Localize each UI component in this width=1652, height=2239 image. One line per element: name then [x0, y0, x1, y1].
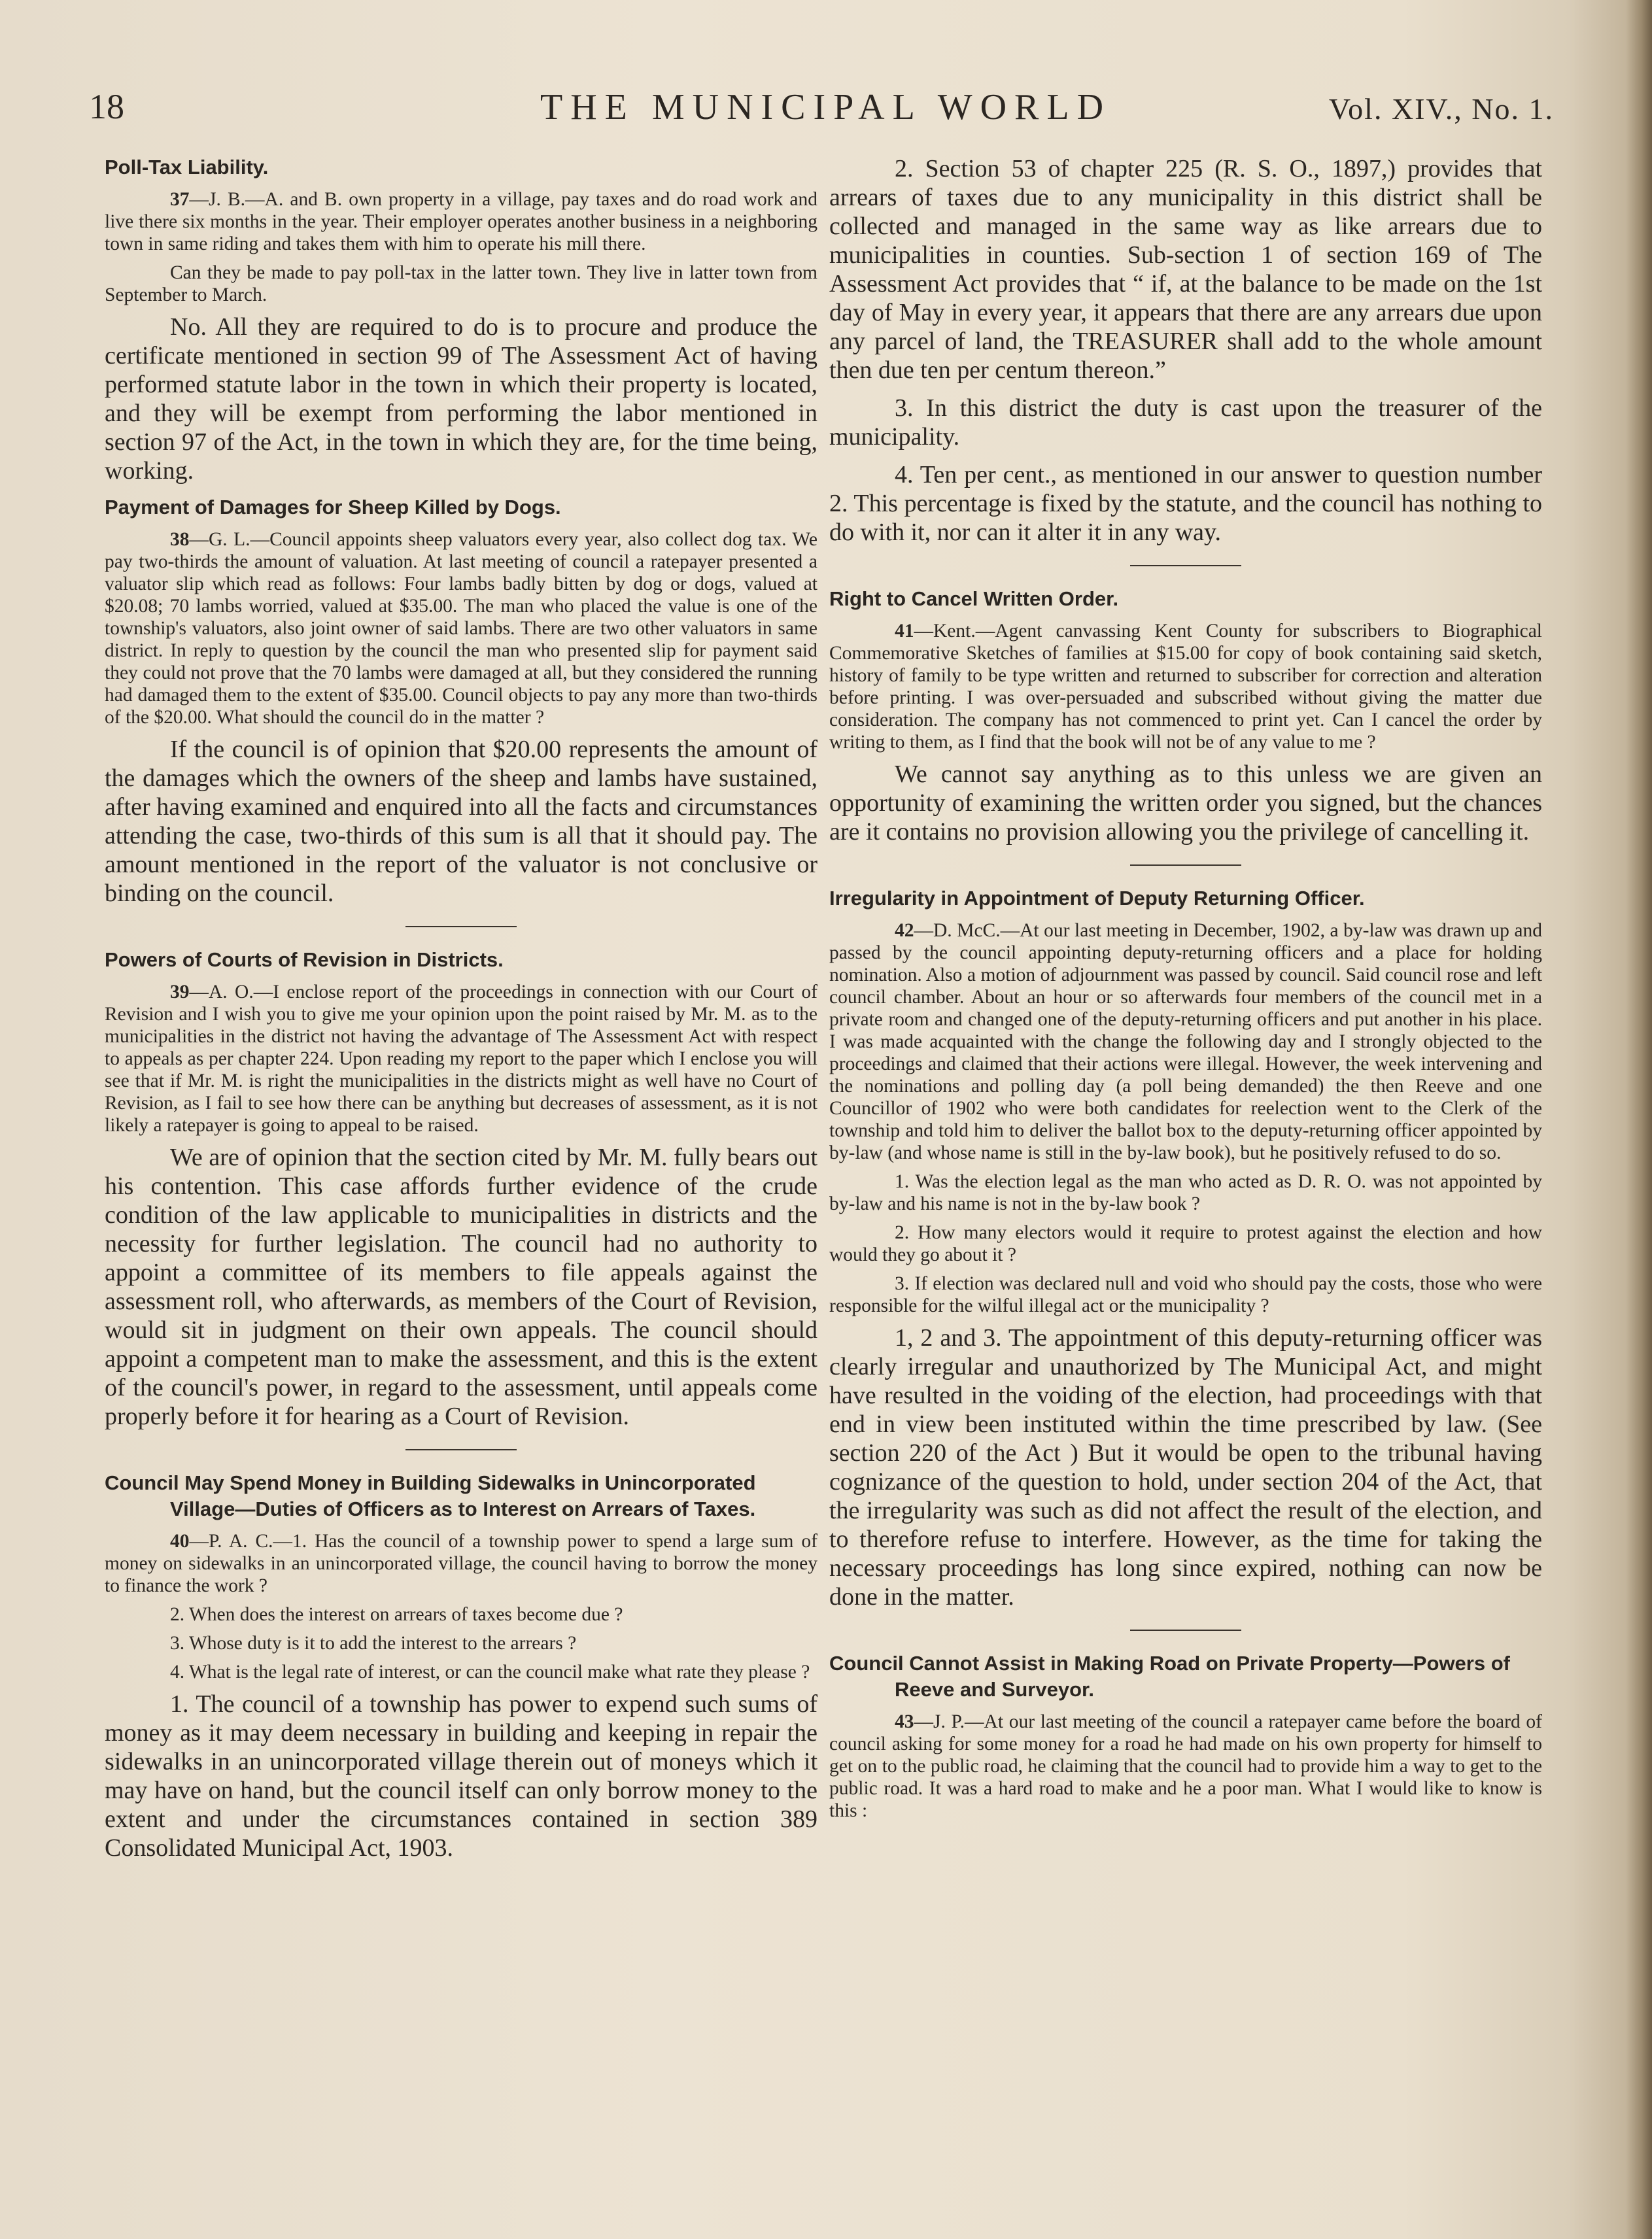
section-heading: Council May Spend Money in Building Sidewalks in Unincorporated Village—Duties of Officers as to Interest on Arrears of Taxes.	[105, 1471, 756, 1520]
section-heading: Right to Cancel Written Order.	[829, 587, 1119, 610]
question-text: 38—G. L.—Council appoints sheep valuators every year, also collect dog tax. We pay two-thirds the amount of valuation. At last meeting of council a ratepayer presented a valuator slip which read as follows: Four lambs badly bitten by dog or dogs, valued at $20.08; 70 lambs worried, valued at $35.00. The man who placed the value is one of the township's valuators, also joint owner of said lambs. There are two other valuators in same district. In reply to question by the council the man who presented slip for payment said they could not prove that the 70 lambs were damaged at all, but they considered the running had damaged them to the extent of $35.00. Council objects to pay any more than two-thirds of the $20.00. What should the council do in the matter ?	[105, 529, 817, 728]
section-heading: Poll-Tax Liability.	[105, 156, 269, 179]
answer-text: 1. The council of a township has power to expend such sums of money as it may deem necessary in building and keeping in repair the sidewalks in an unincorporated village therein out of moneys which it may have on hand, but the council itself can only borrow money to the extent and under the circumstances contained in section 389 Consolidated Municipal Act, 1903.	[105, 1690, 817, 1862]
answer-text: We cannot say anything as to this unless we are given an opportunity of examining the written order you signed, but the chances are it contains no provision allowing you the privilege of cancelling it.	[829, 761, 1542, 846]
journal-title: THE MUNICIPAL WORLD	[540, 87, 1112, 128]
running-header	[89, 86, 1554, 132]
question-text: 3. Whose duty is it to add the interest to the arrears ?	[170, 1633, 577, 1654]
left-column	[105, 154, 817, 1872]
volume-number: Vol. XIV., No. 1.	[1328, 92, 1554, 126]
question-number: 39	[170, 982, 190, 1002]
page-edge-shadow	[1626, 0, 1652, 2239]
question-text: 2. When does the interest on arrears of taxes become due ?	[170, 1604, 623, 1625]
question-text: 41—Kent.—Agent canvassing Kent County for subscribers to Biographical Commemorative Sketches of families at $15.00 for copy of book containing said sketch, history of family to be type written and returned to subscriber for correction and alteration before printing. I was over-persuaded and subscribed without giving the matter due consideration. The company has not commenced to print yet. Can I cancel the order by writing to them, as I find that the book will not be of any value to me ?	[829, 621, 1542, 753]
section-divider	[1130, 565, 1241, 566]
section-divider	[405, 1449, 517, 1450]
question-text: 39—A. O.—I enclose report of the proceedings in connection with our Court of Revision and I wish you to give me your opinion upon the point raised by Mr. M. as to the municipalities in the district not having the advantage of The Assessment Act with respect to appeals as per chapter 224. Upon reading my report to the paper which I enclose you will see that if Mr. M. is right the municipalities in the districts might as well have no Court of Revision, as I fail to see how there can be anything but decreases of assessment, as it is not likely a ratepayer is going to appeal to be raised.	[105, 982, 817, 1136]
section-divider	[1130, 1630, 1241, 1631]
question-number: 38	[170, 529, 190, 550]
section-heading: Powers of Courts of Revision in Districts.	[105, 948, 504, 971]
answer-text: 3. In this district the duty is cast upon the treasurer of the municipality.	[829, 394, 1542, 451]
page-number: 18	[89, 87, 124, 126]
question-text: 43—J. P.—At our last meeting of the council a ratepayer came before the board of council asking for some money for a road he had made on his own property for himself to get on to the public road, he claiming that the council had to provide him a way to get to the public road. It was a hard road to make and he a poor man. What I would like to know is this :	[829, 1711, 1542, 1821]
section-heading: Irregularity in Appointment of Deputy Returning Officer.	[829, 887, 1365, 910]
question-number: 41	[895, 621, 914, 641]
question-number: 40	[170, 1531, 190, 1552]
answer-text: No. All they are required to do is to procure and produce the certificate mentioned in section 99 of The Assessment Act of having performed statute labor in the town in which their property is located, and they will be exempt from performing the labor mentioned in section 97 of the Act, in the town in which they are, for the time being, working.	[105, 313, 817, 485]
section-divider	[405, 926, 517, 927]
answer-text: If the council is of opinion that $20.00 represents the amount of the damages which the owners of the sheep and lambs have sustained, after having examined and enquired into all the facts and circumstances attending the case, two-thirds of this sum is all that it should pay. The amount mentioned in the report of the valuator is not conclusive or binding on the council.	[105, 736, 817, 907]
question-number: 42	[895, 920, 914, 941]
question-number: 43	[895, 1711, 914, 1732]
answer-text: 2. Section 53 of chapter 225 (R. S. O., 1897,) provides that arrears of taxes due to any municipality in this district shall be collected and managed in the same way as like arrears due to municipalities in counties. Sub-section 1 of section 169 of The Assessment Act provides that “ if, at the balance to be made on the 1st day of May in every year, it appears that there are any arrears due upon any parcel of land, the TREASURER shall add to the whole amount then due ten per centum thereon.”	[829, 155, 1542, 384]
question-text: 4. What is the legal rate of interest, or can the council make what rate they please ?	[170, 1662, 810, 1683]
answer-text: 1, 2 and 3. The appointment of this deputy-returning officer was clearly irregular and unauthorized by The Municipal Act, and might have resulted in the voiding of the election, had proceedings with that end in view been instituted within the time prescribed by law. (See section 220 of the Act ) But it would be open to the tribunal having cognizance of the question to hold, under section 204 of the Act, that the irregularity was such as did not affect the result of the election, and to therefore refuse to interfere. However, as the time for taking the necessary proceedings has long since expired, nothing can now be done in the matter.	[829, 1324, 1542, 1611]
right-column	[829, 154, 1542, 1828]
question-text: 1. Was the election legal as the man who acted as D. R. O. was not appointed by by-law and his name is not in the by-law book ?	[829, 1171, 1542, 1214]
question-text: 37—J. B.—A. and B. own property in a village, pay taxes and do road work and live there six months in the year. Their employer operates another business in a neighboring town in same riding and takes them with him to operate his mill there.	[105, 189, 817, 254]
section-heading: Payment of Damages for Sheep Killed by Dogs.	[105, 496, 561, 519]
section-divider	[1130, 864, 1241, 866]
question-text: 2. How many electors would it require to protest against the election and how would they go about it ?	[829, 1222, 1542, 1265]
answer-text: We are of opinion that the section cited by Mr. M. fully bears out his contention. This case affords further evidence of the crude condition of the law applicable to municipalities in districts and the necessity for further legislation. The council had no authority to appoint a committee of its members to file appeals against the assessment roll, who afterwards, as members of the Court of Revision, would sit in judgment on their own appeals. The council should appoint a competent man to make the assessment, and this is the extent of the council's power, in regard to the assessment, until appeals come properly before it for hearing as a Court of Revision.	[105, 1144, 817, 1430]
question-text: Can they be made to pay poll-tax in the latter town. They live in latter town from September to March.	[105, 262, 817, 305]
question-text: 40—P. A. C.—1. Has the council of a township power to spend a large sum of money on sidewalks in an unincorporated village, the council having to borrow the money to finance the work ?	[105, 1531, 817, 1596]
section-heading: Council Cannot Assist in Making Road on Private Property—Powers of Reeve and Surveyor.	[829, 1652, 1510, 1701]
question-number: 37	[170, 189, 190, 210]
question-text: 42—D. McC.—At our last meeting in December, 1902, a by-law was drawn up and passed by the council appointing deputy-returning officers and a place for holding nomination. Also a motion of adjournment was passed by council. Said council rose and left council chamber. About an hour or so afterwards four members of the council met in a private room and changed one of the deputy-returning officers and put another in his place. I was made acquainted with the change the following day and I strongly objected to the proceedings and claimed that their actions were illegal. However, the week intervening and the nominations and polling day (a poll being demanded) the then Reeve and one Councillor of 1902 who were both candidates for reelection went to the Clerk of the township and told him to deliver the ballot box to the deputy-returning officer appointed by by-law (and whose name is still in the by-law book), but he positively refused to do so.	[829, 920, 1542, 1163]
answer-text: 4. Ten per cent., as mentioned in our answer to question number 2. This percentage is fixed by the statute, and the council has nothing to do with it, nor can it alter it in any way.	[829, 461, 1542, 546]
question-text: 3. If election was declared null and void who should pay the costs, those who were responsible for the wilful illegal act or the municipality ?	[829, 1273, 1542, 1316]
